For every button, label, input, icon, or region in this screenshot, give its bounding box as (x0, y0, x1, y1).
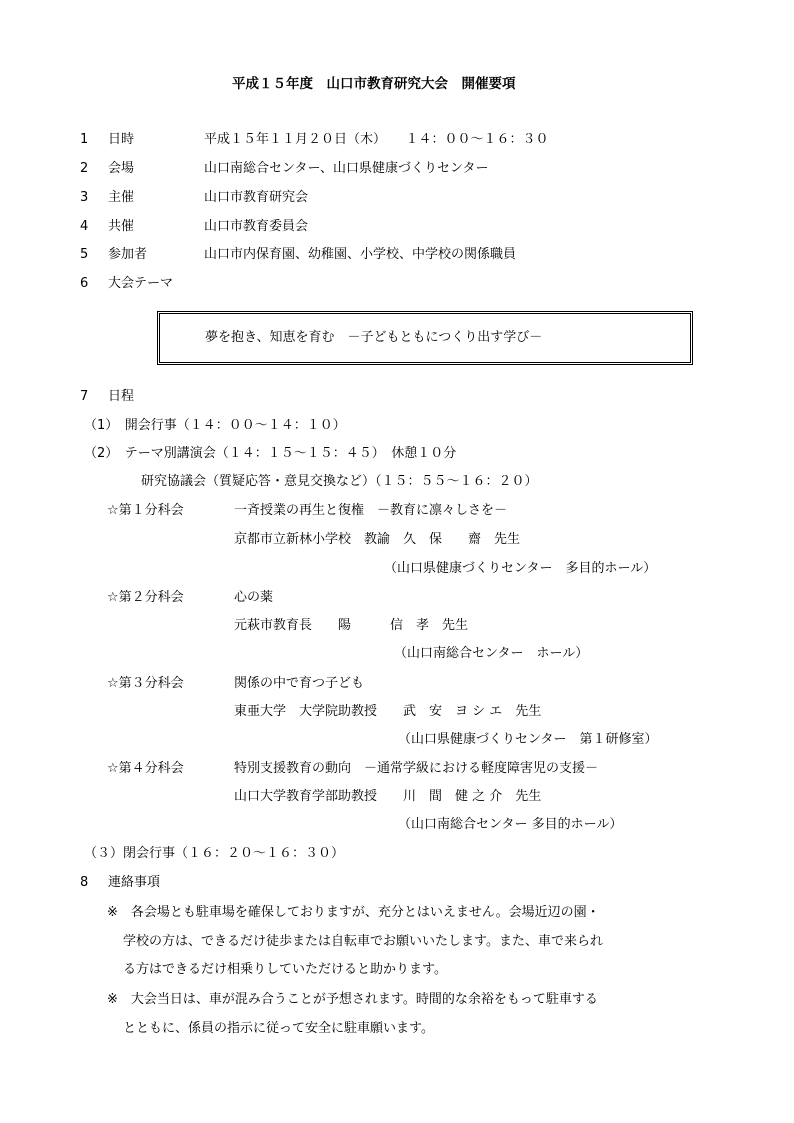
schedule-label: 日程 (108, 389, 135, 404)
session-name: ☆第４分科会 (107, 761, 184, 776)
item-value-cosponsor: 山口市教育委員会 (204, 219, 309, 234)
session-name: ☆第３分科会 (107, 676, 184, 691)
item-value-organizer: 山口市教育研究会 (204, 190, 309, 205)
session-speaker: 東亜大学 大学院助教授 武 安 ヨ シ エ 先生 (234, 704, 542, 719)
item-label-datetime: 日時 (108, 132, 135, 147)
theme-text: 夢を抱き、知恵を育む －子どもともにつくり出す学び－ (205, 330, 543, 345)
session-speaker: 山口大学教育学部助教授 川 間 健 之 介 先生 (234, 789, 542, 804)
schedule-discussion: 研究協議会（質疑応答・意見交換など）（１５：５５～１６：２０） (141, 474, 538, 489)
item-number: 3 (80, 190, 89, 205)
item-label-cosponsor: 共催 (108, 219, 135, 234)
session-topic: 一斉授業の再生と復権 －教育に凛々しさを－ (234, 503, 508, 518)
item-number: 4 (80, 219, 89, 234)
contact-label: 連絡事項 (108, 875, 161, 890)
session-speaker: 元萩市教育長 陽 信 孝 先生 (234, 618, 469, 633)
document-title: 平成１５年度 山口市教育研究大会 開催要項 (232, 76, 516, 92)
item-value-datetime: 平成１５年１１月２０日（木） １４：００～１６：３０ (204, 132, 549, 147)
session-venue: （山口県健康づくりセンター 多目的ホール） (384, 561, 657, 576)
item-value-venue: 山口南総合センター、山口県健康づくりセンター (204, 161, 489, 176)
item-number: 2 (80, 161, 89, 176)
schedule-opening: （1） 開会行事（１４：００～１４：１０） (84, 418, 346, 433)
item-number: 5 (80, 247, 89, 262)
contact-note-line: る方はできるだけ相乗りしていただけると助かります。 (123, 962, 447, 977)
session-topic: 心の薬 (234, 590, 274, 605)
contact-note-line: ※ 各会場とも駐車場を確保しておりますが、充分とはいえません。会場近辺の園・ (107, 905, 600, 920)
session-venue: （山口南総合センター ホール） (394, 646, 589, 661)
session-name: ☆第１分科会 (107, 503, 184, 518)
item-number: 8 (80, 875, 89, 890)
item-label-participants: 参加者 (108, 247, 148, 262)
item-label-theme: 大会テーマ (108, 276, 174, 291)
contact-note-line: 学校の方は、できるだけ徒歩または自転車でお願いいたします。また、車で来られ (123, 934, 603, 949)
item-number: 6 (80, 276, 89, 291)
item-number: 1 (80, 132, 89, 147)
item-label-venue: 会場 (108, 161, 135, 176)
session-topic: 特別支援教育の動向 －通常学級における軽度障害児の支援－ (234, 761, 599, 776)
session-name: ☆第２分科会 (107, 590, 184, 605)
item-number: 7 (80, 389, 89, 404)
session-venue: （山口県健康づくりセンター 第１研修室） (398, 732, 658, 747)
contact-note-line: ※ 大会当日は、車が混み合うことが予想されます。時間的な余裕をもって駐車する (107, 992, 598, 1007)
session-topic: 関係の中で育つ子ども (234, 676, 365, 691)
session-venue: （山口南総合センター 多目的ホール） (398, 817, 623, 832)
schedule-closing: （３）閉会行事（１６：２０～１６：３０） (84, 846, 345, 861)
item-value-participants: 山口市内保育園、幼稚園、小学校、中学校の関係職員 (204, 247, 517, 262)
schedule-lecture: （2） テーマ別講演会（１４：１５～１５：４５） 休憩１０分 (84, 446, 457, 461)
item-label-organizer: 主催 (108, 190, 135, 205)
session-speaker: 京都市立新林小学校 教諭 久 保 齋 先生 (234, 532, 521, 547)
contact-note-line: とともに、係員の指示に従って安全に駐車願います。 (123, 1021, 434, 1036)
